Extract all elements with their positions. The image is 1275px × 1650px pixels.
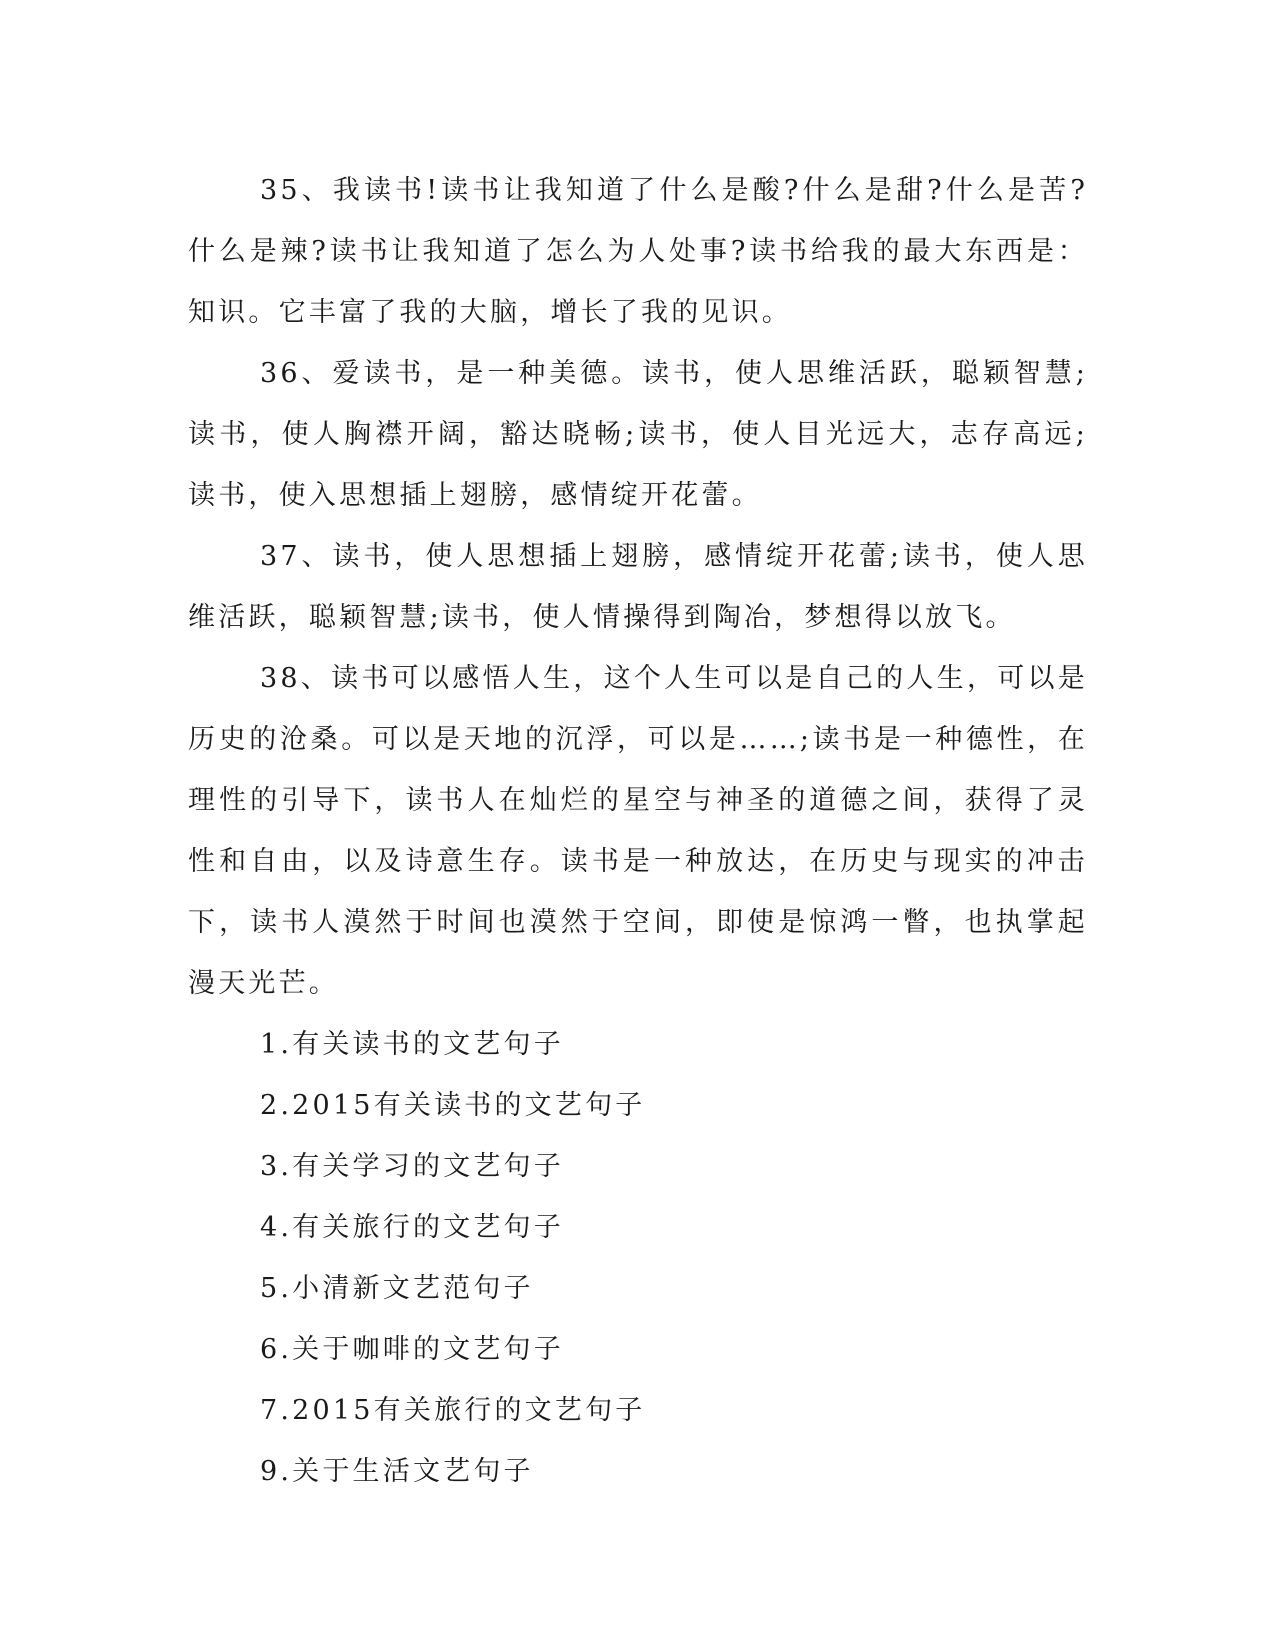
paragraph-37: 37、读书，使人思想插上翅膀，感情绽开花蕾;读书，使人思维活跃，聪颖智慧;读书，使人情操得到陶冶，梦想得以放飞。 [188, 541, 1088, 633]
related-article-item: 4.有关旅行的文艺句子 [260, 1212, 564, 1243]
related-article-item: 3.有关学习的文艺句子 [260, 1151, 564, 1182]
related-article-item: 9.关于生活文艺句子 [260, 1456, 534, 1487]
paragraph-35: 35、我读书!读书让我知道了什么是酸?什么是甜?什么是苦?什么是辣?读书让我知道了怎么为人处事?读书给我的最大东西是：知识。它丰富了我的大脑，增长了我的见识。 [188, 175, 1088, 328]
related-article-item: 2.2015有关读书的文艺句子 [260, 1090, 646, 1121]
related-article-item: 7.2015有关旅行的文艺句子 [260, 1395, 646, 1426]
related-article-item: 6.关于咖啡的文艺句子 [260, 1334, 564, 1365]
related-article-item: 5.小清新文艺范句子 [260, 1273, 534, 1304]
paragraph-38: 38、读书可以感悟人生，这个人生可以是自己的人生，可以是历史的沧桑。可以是天地的沉浮，可以是……;读书是一种德性，在理性的引导下，读书人在灿烂的星空与神圣的道德之间，获得了灵性和自由，以及诗意生存。读书是一种放达，在历史与现实的冲击下，读书人漠然于时间也漠然于空间，即使是惊鸿一瞥，也执掌起漫天光芒。 [188, 663, 1088, 999]
document-page [188, 160, 1088, 1502]
paragraph-36: 36、爱读书，是一种美德。读书，使人思维活跃，聪颖智慧;读书，使人胸襟开阔，豁达晓畅;读书，使人目光远大，志存高远;读书，使入思想插上翅膀，感情绽开花蕾。 [188, 358, 1088, 511]
related-article-item: 1.有关读书的文艺句子 [260, 1029, 564, 1060]
related-articles-list [188, 1014, 1088, 1502]
